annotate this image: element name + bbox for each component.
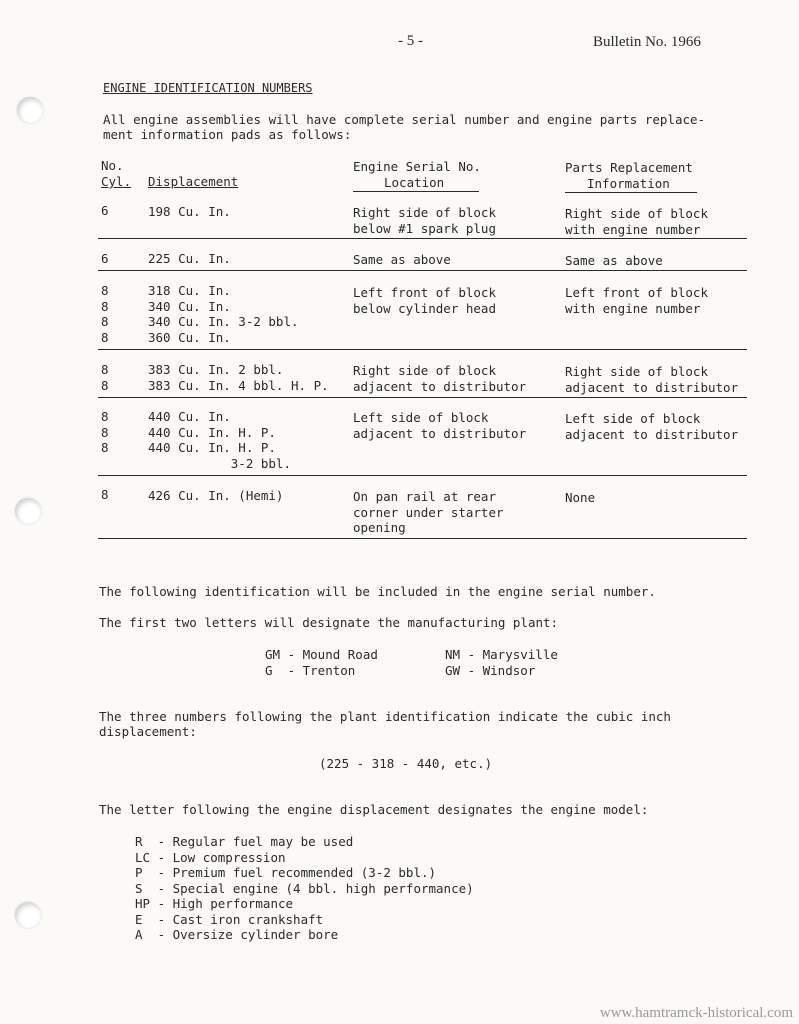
intro-line-2: ment information pads as follows: — [103, 127, 352, 142]
plant-code: GW - Windsor — [445, 662, 536, 678]
cyl-value: 6 — [101, 203, 109, 218]
displacement-value: 383 Cu. In. 2 bbl. — [148, 362, 284, 377]
displacement-value: 440 Cu. In. H. P. — [148, 424, 276, 440]
cyl-value: 8 — [101, 314, 109, 329]
displacement-cell — [148, 362, 329, 393]
header-cyl: Cyl. — [101, 174, 132, 189]
location-cell — [353, 363, 526, 394]
location-cell — [353, 205, 496, 236]
parts-cell — [565, 253, 663, 269]
section-title: ENGINE IDENTIFICATION NUMBERS — [103, 81, 313, 95]
page-number: - 5 - — [398, 33, 423, 49]
cyl-value: 8 — [101, 440, 109, 455]
displacement-value: 3-2 bbl. — [148, 455, 291, 471]
row-divider — [98, 238, 747, 239]
displacement-cell — [148, 283, 299, 345]
cyl-cell — [101, 362, 109, 393]
cyl-cell — [101, 251, 109, 267]
cyl-value: 8 — [101, 283, 109, 298]
displacement-value: 440 Cu. In. — [148, 409, 231, 424]
location-line: Right side of block — [353, 363, 496, 378]
location-cell — [353, 285, 496, 316]
model-code: S - Special engine (4 bbl. high performance) — [135, 880, 474, 896]
displacement-cell — [148, 488, 283, 504]
numbers-paragraph-line-1: The three numbers following the plant identification indicate the cubic inch — [99, 709, 671, 724]
location-line: Same as above — [353, 252, 451, 267]
parts-cell — [565, 364, 738, 395]
location-line: Left side of block — [353, 410, 489, 425]
model-code: HP - High performance — [135, 896, 294, 911]
displacement-value: 360 Cu. In. — [148, 329, 231, 345]
displacement-value: 383 Cu. In. 4 bbl. H. P. — [148, 377, 329, 393]
row-divider — [98, 349, 747, 350]
plant-code: G - Trenton — [265, 662, 356, 678]
displacement-example: (225 - 318 - 440, etc.) — [319, 756, 493, 771]
location-line: opening — [353, 520, 406, 535]
displacement-value: 198 Cu. In. — [148, 204, 231, 219]
parts-line: None — [565, 490, 596, 505]
intro-line-1: All engine assemblies will have complete serial number and engine parts replace- — [103, 112, 706, 127]
numbers-paragraph-line-2: displacement: — [99, 724, 197, 739]
plant-paragraph: The first two letters will designate the manufacturing plant: — [99, 615, 559, 630]
location-line: adjacent to distributor — [353, 378, 527, 394]
cyl-cell — [101, 203, 109, 219]
model-paragraph: The letter following the engine displacement designates the engine model: — [99, 802, 649, 817]
bulletin-number: Bulletin No. 1966 — [593, 34, 701, 50]
parts-line: Same as above — [565, 253, 663, 268]
header-displacement: Displacement — [148, 174, 239, 189]
cyl-value: 8 — [101, 424, 109, 440]
row-divider — [98, 397, 747, 398]
displacement-value: 426 Cu. In. (Hemi) — [148, 488, 284, 503]
displacement-value: 340 Cu. In. 3-2 bbl. — [148, 314, 299, 329]
plant-code: NM - Marysville — [445, 647, 558, 662]
location-line: On pan rail at rear — [353, 489, 496, 504]
header-serial-underline — [353, 191, 479, 192]
model-code: E - Cast iron crankshaft — [135, 911, 324, 927]
parts-cell — [565, 285, 708, 316]
displacement-value: 440 Cu. In. H. P. — [148, 440, 276, 455]
cyl-value: 8 — [101, 409, 109, 424]
model-code: P - Premium fuel recommended (3-2 bbl.) — [135, 865, 437, 880]
row-divider — [98, 475, 747, 476]
model-codes-list — [135, 834, 474, 943]
parts-line: Right side of block — [565, 364, 708, 379]
location-cell — [353, 410, 526, 441]
header-serial-2: Location — [384, 175, 445, 190]
header-serial-1: Engine Serial No. — [353, 159, 481, 174]
displacement-value: 318 Cu. In. — [148, 283, 231, 298]
cyl-cell — [101, 409, 109, 456]
location-line: below cylinder head — [353, 300, 496, 316]
header-parts-underline — [565, 192, 697, 193]
displacement-cell — [148, 251, 231, 267]
header-parts-1: Parts Replacement — [565, 160, 693, 175]
location-cell — [353, 489, 504, 536]
cyl-cell — [101, 283, 109, 345]
displacement-value: 340 Cu. In. — [148, 298, 231, 314]
header-no: No. — [101, 158, 124, 173]
cyl-value: 8 — [101, 487, 109, 502]
header-parts-2: Information — [587, 176, 670, 191]
row-divider — [98, 538, 747, 539]
parts-line: adjacent to distributor — [565, 426, 739, 442]
displacement-cell — [148, 204, 231, 220]
displacement-cell — [148, 409, 291, 471]
parts-cell — [565, 490, 595, 506]
plant-list-right — [445, 647, 558, 678]
row-divider — [98, 270, 747, 271]
parts-line: Left side of block — [565, 411, 701, 426]
parts-line: Left front of block — [565, 285, 708, 300]
parts-cell — [565, 206, 708, 237]
location-line: corner under starter — [353, 504, 504, 520]
watermark: www.hamtramck-historical.com — [599, 1005, 793, 1021]
serial-paragraph: The following identification will be included in the engine serial number. — [99, 584, 656, 599]
displacement-value: 225 Cu. In. — [148, 251, 231, 266]
plant-list-left — [265, 647, 378, 678]
parts-line: with engine number — [565, 221, 701, 237]
location-line: adjacent to distributor — [353, 425, 527, 441]
binder-hole-bottom — [15, 902, 41, 928]
location-cell — [353, 252, 451, 268]
plant-code: GM - Mound Road — [265, 647, 378, 662]
parts-line: Right side of block — [565, 206, 708, 221]
location-line: Right side of block — [353, 205, 496, 220]
model-code: A - Oversize cylinder bore — [135, 927, 339, 942]
location-line: Left front of block — [353, 285, 496, 300]
parts-cell — [565, 411, 738, 442]
parts-line: adjacent to distributor — [565, 379, 739, 395]
model-code: LC - Low compression — [135, 849, 286, 865]
parts-line: with engine number — [565, 300, 701, 316]
binder-hole-top — [17, 97, 43, 123]
cyl-value: 6 — [101, 251, 109, 266]
cyl-cell — [101, 487, 109, 503]
cyl-value: 8 — [101, 329, 109, 345]
binder-hole-middle — [15, 498, 41, 524]
cyl-value: 8 — [101, 377, 109, 393]
location-line: below #1 spark plug — [353, 220, 496, 236]
cyl-value: 8 — [101, 362, 109, 377]
cyl-value: 8 — [101, 298, 109, 314]
model-code: R - Regular fuel may be used — [135, 834, 354, 849]
